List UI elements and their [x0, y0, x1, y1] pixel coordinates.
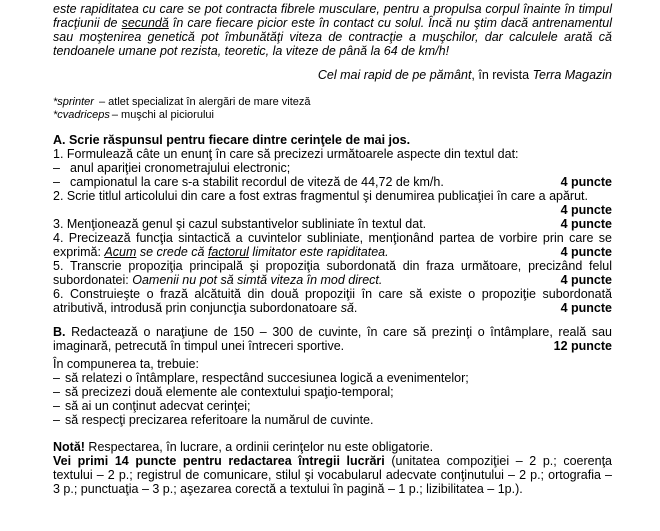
grading-detail-text: (unitatea compoziţiei – 2 p.; coerenţa textului – 2 p.; registrul de comunicare, stilul şi vocabularul adecvate conţinutului – 2 p.; ortografia – 3 p.; punctuaţia – 3 p.; aşezarea corectă a textului în pagină – 1 p.; lizibilitatea – 1p.).: [53, 454, 612, 496]
task-1-text: 1. Formulează câte un enunţ în care să precizezi următoarele aspecte din textul dat:: [53, 147, 519, 161]
requirement-item-2: [53, 385, 612, 399]
task-1-bullet-2: [53, 175, 612, 189]
grading-bold-text: Vei primi 14 puncte pentru redactarea întregii lucrări: [53, 454, 392, 468]
byline-connector: , în revista: [471, 68, 533, 82]
task-4-underlined-factorul: factorul: [207, 245, 249, 259]
footnote-term: *sprinter: [53, 96, 94, 108]
task-4-points: 4 puncte: [560, 245, 612, 259]
section-b-points: 12 puncte: [553, 339, 612, 353]
bullet-dash: –: [53, 399, 60, 413]
requirement-item-1: [53, 371, 612, 385]
task-5-points: 4 puncte: [560, 273, 612, 287]
section-b-task: [53, 325, 612, 353]
task-4-lead: 4. Precizează funcţia sintactică a cuvintelor subliniate, menţionând partea de vorbire prin care se exprimă:: [53, 231, 612, 259]
section-b-text: Redactează o naraţiune de 150 – 300 de cuvinte, în care să prezinţi o întâmplare, reală sau imaginară, petrecută în timpul unei întreceri sportive.: [53, 325, 612, 353]
underlined-word-secunda: secundă: [121, 16, 169, 30]
task-5-quote: Oamenii nu pot să simtă viteza în mod direct.: [132, 273, 383, 287]
task-6-emphasis-sa: să: [340, 301, 354, 315]
task-6-tail: .: [353, 301, 358, 315]
footnote-definition: – muşchi al piciorului: [111, 109, 214, 121]
task-4-underlined-acum: Acum: [104, 245, 137, 259]
bullet-dash: –: [53, 385, 60, 399]
bullet-dash: –: [53, 371, 60, 385]
requirement-text: să relatezi o întâmplare, respectând succesiunea logică a evenimentelor;: [65, 371, 469, 385]
bullet-dash: –: [53, 161, 60, 175]
note-text: Respectarea, în lucrare, a ordinii cerinţelor nu este obligatorie.: [84, 440, 434, 454]
task-item-4: [53, 231, 612, 259]
bullet-dash: –: [53, 413, 60, 427]
intro-paragraph: [53, 2, 612, 58]
task-item-2: [53, 189, 612, 217]
note-label: Notă!: [53, 440, 85, 454]
requirement-text: să respecţi precizarea referitoare la numărul de cuvinte.: [65, 413, 374, 427]
article-title: Cel mai rapid de pe pământ: [317, 68, 472, 82]
task-2-text: 2. Scrie titlul articolului din care a fost extras fragmentul şi denumirea publicaţiei în care a apărut.: [53, 189, 588, 203]
bullet-text: anul apariţiei cronometrajului electronic;: [70, 161, 291, 175]
task-4-middle: se crede că: [136, 245, 208, 259]
task-item-5: [53, 259, 612, 287]
requirement-item-3: [53, 399, 612, 413]
byline: [53, 68, 612, 82]
task-item-1: [53, 147, 612, 189]
task-1-bullet-1: [53, 161, 612, 175]
bullet-dash: –: [53, 175, 60, 189]
requirement-item-4: [53, 413, 612, 427]
footnote-term: *cvadriceps: [53, 109, 110, 121]
requirement-text: să precizezi două elemente ale contextului spaţio-temporal;: [65, 385, 394, 399]
task-2-points: 4 puncte: [560, 203, 612, 217]
task-item-6: [53, 287, 612, 315]
requirements-list: [53, 371, 612, 427]
requirement-text: să ai un conţinut adecvat cerinţei;: [65, 399, 251, 413]
task-3-points: 4 puncte: [560, 217, 612, 231]
task-1-points: 4 puncte: [560, 175, 612, 189]
section-a-heading: A. Scrie răspunsul pentru fiecare dintre cerinţele de mai jos.: [53, 133, 411, 147]
footnotes: [53, 96, 612, 122]
section-b-label: B.: [53, 325, 66, 339]
task-6-lead: 6. Construieşte o frază alcătuită din două propoziţii în care să existe o propoziţie subordonată atributivă, introdusă prin conjuncţia subordonatoare: [53, 287, 612, 315]
task-5-lead: 5. Transcrie propoziţia principală şi propoziţia subordonată din fraza următoare, precizând felul subordonatei:: [53, 259, 612, 287]
intro-text-after: în care fiecare picior este în contact cu solul. Încă nu ştim dacă antrenamentul sau moştenirea genetică pot îmbunătăţi viteza de contracţie a muşchilor, dar calculele arată că tendoanele umane pot rezista, teoretic, la viteze de până la 64 de km/h!: [53, 16, 612, 58]
grading-paragraph: [53, 454, 612, 496]
footnote-definition: – atlet specializat în alergări de mare viteză: [98, 96, 311, 108]
task-3-text: 3. Menţionează genul şi cazul substantivelor subliniate în textul dat.: [53, 217, 427, 231]
publication-name: Terra Magazin: [532, 68, 612, 82]
task-item-3: [53, 217, 612, 231]
intro-text-before: este rapiditatea cu care se pot contracta fibrele musculare, pentru a propulsa corpul înainte în timpul fracţiunii de: [53, 2, 612, 30]
requirements-intro: În compunerea ta, trebuie:: [53, 357, 199, 371]
bullet-text: campionatul la care s-a stabilit recordul de viteză de 44,72 de km/h.: [70, 175, 444, 189]
footnote-cvadriceps: [53, 109, 612, 122]
task-4-tail: limitator este rapiditatea.: [248, 245, 389, 259]
task-6-points: 4 puncte: [560, 301, 612, 315]
footnote-sprinter: [53, 96, 612, 109]
note-paragraph: [53, 440, 612, 454]
